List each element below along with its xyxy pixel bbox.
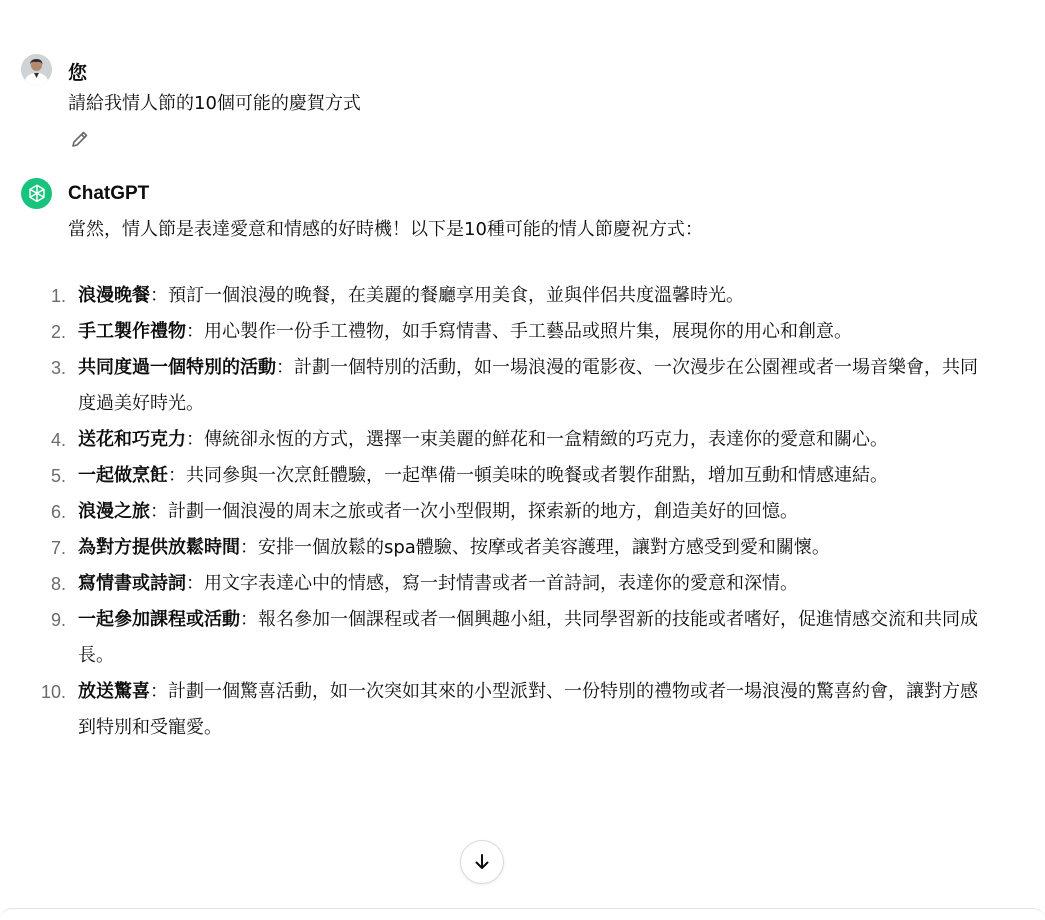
list-item	[0, 278, 1045, 314]
user-avatar	[21, 54, 52, 85]
list-item-number: 10.	[40, 682, 66, 702]
list-item-text: ：預訂一個浪漫的晚餐，在美麗的餐廳享用美食，並與伴侶共度溫馨時光。	[150, 285, 744, 306]
list-item-title: 浪漫之旅	[78, 501, 150, 522]
list-item-title: 放送驚喜	[78, 681, 150, 702]
list-item	[0, 566, 1045, 602]
list-item-number: 3.	[50, 358, 66, 378]
list-item-number: 2.	[50, 322, 66, 342]
list-item	[0, 350, 1045, 422]
pencil-icon[interactable]	[70, 129, 90, 149]
scroll-to-bottom-button[interactable]	[460, 840, 504, 884]
list-item-number: 8.	[50, 574, 66, 594]
list-item	[0, 314, 1045, 350]
composer-edge	[0, 908, 1045, 920]
list-item-text: ：用心製作一份手工禮物，如手寫情書、手工藝品或照片集，展現你的用心和創意。	[186, 321, 852, 342]
list-item	[0, 458, 1045, 494]
list-item-text: ：傳統卻永恆的方式，選擇一束美麗的鮮花和一盒精緻的巧克力，表達你的愛意和關心。	[186, 429, 888, 450]
user-author-name: 您	[68, 63, 88, 84]
assistant-author-name: ChatGPT	[68, 183, 150, 204]
list-item-number: 5.	[50, 466, 66, 486]
list-item-number: 4.	[50, 430, 66, 450]
list-item-number: 7.	[50, 538, 66, 558]
list-item-title: 手工製作禮物	[78, 321, 186, 342]
user-photo-icon	[21, 54, 52, 85]
arrow-down-icon	[472, 852, 492, 872]
list-item-title: 一起做烹飪	[78, 465, 168, 486]
list-item	[0, 674, 1045, 746]
list-item	[0, 602, 1045, 674]
list-item-title: 送花和巧克力	[78, 429, 186, 450]
assistant-intro-text: 當然，情人節是表達愛意和情感的好時機！以下是10種可能的情人節慶祝方式：	[68, 219, 703, 240]
openai-logo-icon	[21, 178, 52, 209]
list-item	[0, 494, 1045, 530]
list-item-number: 9.	[50, 610, 66, 630]
list-item-text: ：共同參與一次烹飪體驗，一起準備一頓美味的晚餐或者製作甜點，增加互動和情感連結。	[168, 465, 888, 486]
list-item-text: ：計劃一個浪漫的周末之旅或者一次小型假期，探索新的地方，創造美好的回憶。	[150, 501, 798, 522]
list-item-title: 寫情書或詩詞	[78, 573, 186, 594]
list-item-title: 浪漫晚餐	[78, 285, 150, 306]
list-item-text: ：安排一個放鬆的spa體驗、按摩或者美容護理，讓對方感受到愛和關懷。	[240, 537, 830, 558]
list-item-title: 為對方提供放鬆時間	[78, 537, 240, 558]
list-item-text: ：用文字表達心中的情感，寫一封情書或者一首詩詞，表達你的愛意和深情。	[186, 573, 798, 594]
list-item-title: 共同度過一個特別的活動	[78, 357, 276, 378]
list-item-text: ：報名參加一個課程或者一個興趣小組，共同學習新的技能或者嗜好，促進情感交流和共同成長。	[78, 609, 978, 666]
list-item-text: ：計劃一個特別的活動，如一場浪漫的電影夜、一次漫步在公園裡或者一場音樂會，共同度過美好時光。	[78, 357, 978, 414]
list-item-title: 一起參加課程或活動	[78, 609, 240, 630]
list-item-text: ：計劃一個驚喜活動，如一次突如其來的小型派對、一份特別的禮物或者一場浪漫的驚喜約會，讓對方感到特別和受寵愛。	[78, 681, 978, 738]
list-item	[0, 422, 1045, 458]
suggestion-list	[0, 278, 1045, 746]
user-message-text: 請給我情人節的10個可能的慶賀方式	[68, 93, 361, 114]
list-item-number: 6.	[50, 502, 66, 522]
list-item-number: 1.	[50, 286, 66, 306]
list-item	[0, 530, 1045, 566]
